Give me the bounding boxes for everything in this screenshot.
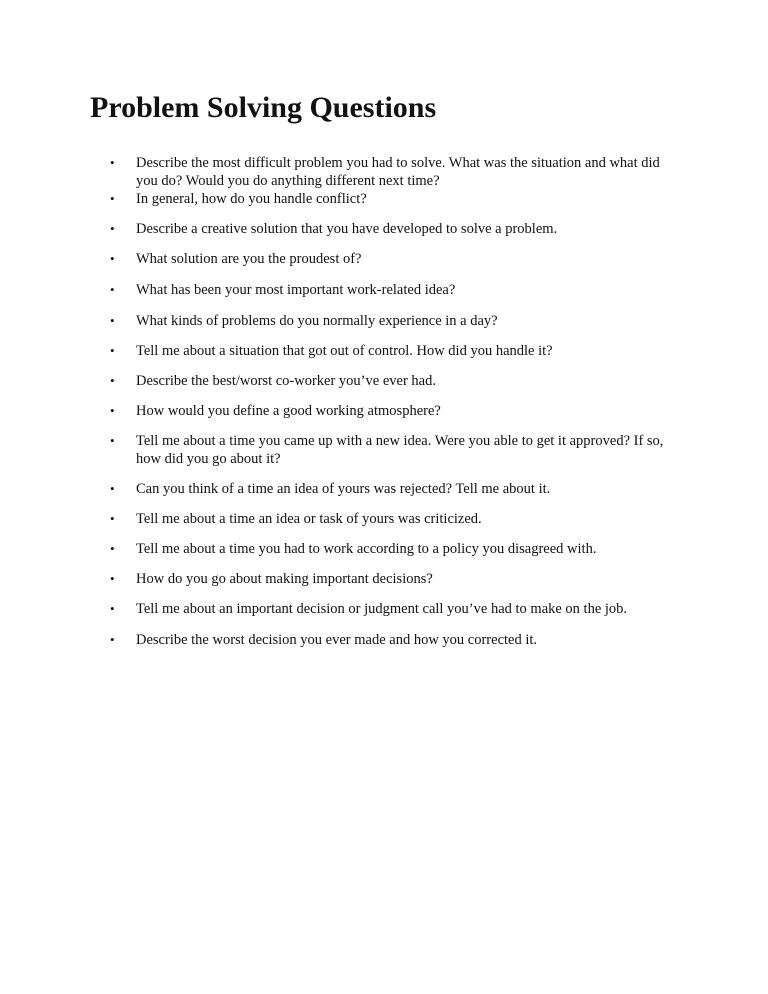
question-text: Describe the most difficult problem you had to solve. What was the situation and what did you do? Would you do anything different next time? (136, 155, 660, 189)
list-item (110, 250, 675, 268)
question-list (110, 154, 675, 649)
question-text: Tell me about a situation that got out of control. How did you handle it? (136, 343, 553, 359)
bullet-icon: • (110, 191, 115, 206)
question-text: Describe the worst decision you ever made and how you corrected it. (136, 632, 538, 648)
list-item (110, 631, 675, 649)
list-item (110, 402, 675, 420)
question-text: How would you define a good working atmosphere? (136, 403, 441, 419)
list-item (110, 510, 675, 528)
bullet-icon: • (110, 155, 115, 170)
question-text: How do you go about making important decisions? (136, 571, 433, 587)
question-text: What kinds of problems do you normally experience in a day? (136, 313, 498, 329)
bullet-icon: • (110, 481, 115, 496)
bullet-icon: • (110, 251, 115, 266)
list-item (110, 154, 675, 190)
question-text: In general, how do you handle conflict? (136, 191, 367, 207)
bullet-icon: • (110, 433, 115, 448)
bullet-icon: • (110, 343, 115, 358)
list-item (110, 432, 675, 468)
list-item (110, 190, 675, 208)
question-text: Tell me about a time you came up with a new idea. Were you able to get it approved? If so, how did you go about it? (136, 433, 664, 467)
question-text: Can you think of a time an idea of yours was rejected? Tell me about it. (136, 481, 551, 497)
bullet-icon: • (110, 541, 115, 556)
question-text: Tell me about a time you had to work according to a policy you disagreed with. (136, 541, 597, 557)
bullet-icon: • (110, 373, 115, 388)
list-item (110, 312, 675, 330)
question-text: What solution are you the proudest of? (136, 251, 362, 267)
bullet-icon: • (110, 632, 115, 647)
list-item (110, 342, 675, 360)
list-item (110, 600, 675, 618)
list-item (110, 480, 675, 498)
bullet-icon: • (110, 313, 115, 328)
bullet-icon: • (110, 511, 115, 526)
list-item (110, 281, 675, 299)
page-title: Problem Solving Questions (90, 91, 437, 124)
bullet-icon: • (110, 282, 115, 297)
list-item (110, 540, 675, 558)
list-item (110, 220, 675, 238)
question-text: Tell me about a time an idea or task of yours was criticized. (136, 511, 482, 527)
list-item (110, 570, 675, 588)
bullet-icon: • (110, 601, 115, 616)
question-text: What has been your most important work-related idea? (136, 282, 456, 298)
list-item (110, 372, 675, 390)
bullet-icon: • (110, 571, 115, 586)
question-text: Tell me about an important decision or judgment call you’ve had to make on the job. (136, 601, 628, 617)
bullet-icon: • (110, 403, 115, 418)
bullet-icon: • (110, 221, 115, 236)
question-text: Describe a creative solution that you have developed to solve a problem. (136, 221, 558, 237)
question-text: Describe the best/worst co-worker you’ve ever had. (136, 373, 436, 389)
